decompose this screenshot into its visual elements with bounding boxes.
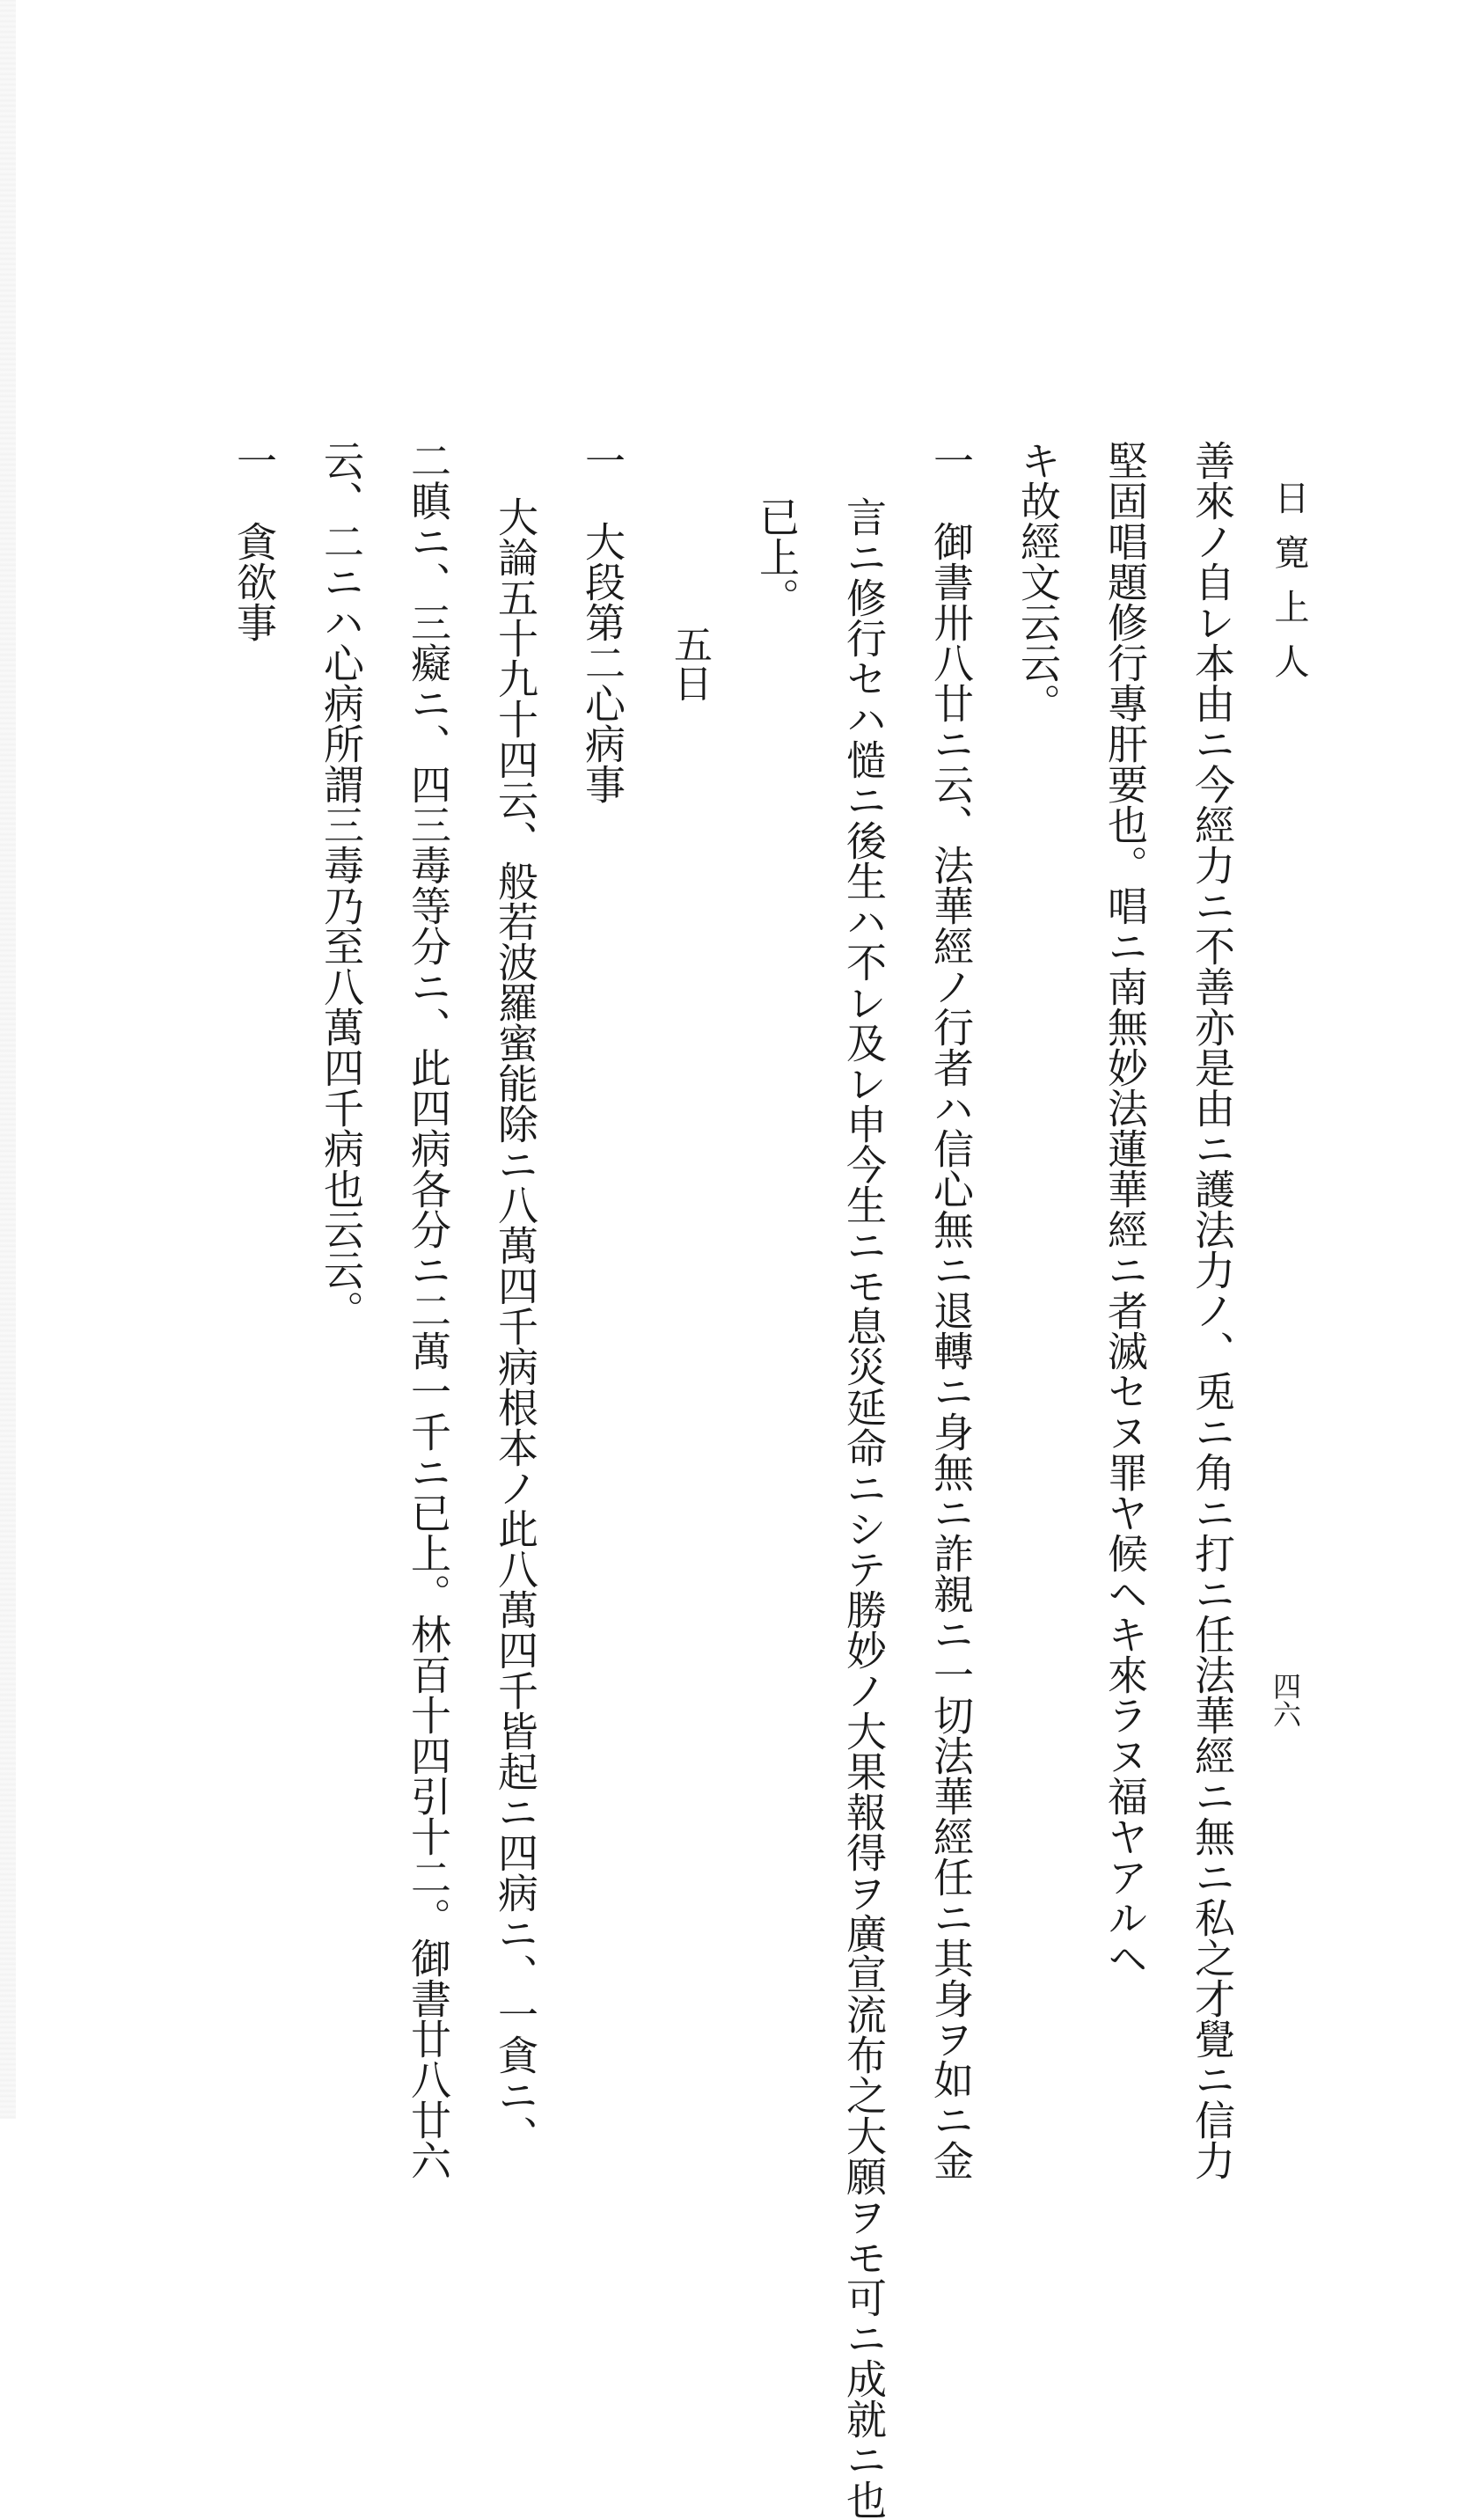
- subsection-heading: 一 貪欲事: [231, 440, 278, 642]
- text-column-2: 堅固唱題修行專肝要也。唱ニ南無妙法蓮華經ニ者滅セヌ罪ヤ候ヘキ來ラヌ福ヤアルヘ: [1101, 440, 1149, 1978]
- text-column-1: 善來ノ自レ本由ニ今經力ニ不善亦是由ニ護法力ノ、兎ニ角ニ打ニ任法華經ニ無ニ私之才覺ニ信力: [1189, 440, 1236, 2180]
- text-column-9: 大論五十九十四云、般若波羅蜜能除ニ八萬四千病根本ノ此八萬四千皆起ニ四病ニ、一貪ニ、: [492, 496, 539, 2156]
- text-column-3: キ故經文云云。: [1014, 440, 1062, 723]
- text-column-4: 一 御書卅八廿ニ云、法華經ノ行者ハ信心無ニ退轉ニ身無ニ詐親ニ一切法華經任ニ其身ヲ如ニ金: [927, 440, 975, 2180]
- page-number: 四六: [1269, 1672, 1302, 1728]
- scan-edge-shading: [0, 0, 16, 2119]
- page-body: [210, 440, 1255, 2520]
- running-title: 日寛上人: [1269, 480, 1309, 698]
- section-date-heading: 五日: [667, 625, 712, 702]
- section-heading: 一 大段第二心病事: [579, 440, 626, 804]
- text-column-6: 已上。: [753, 496, 801, 618]
- text-column-11: 云、二ニハ心病所謂三毒乃至八萬四千病也云云。: [318, 440, 365, 1330]
- text-column-10: 二瞋ニ、三癡ニ、四三毒等分ニ、此四病各分ニ二萬一千ニ已上。林百十四引十二。御書廿八廿六: [405, 440, 452, 2180]
- text-column-5: 言ニ修行セハ慥ニ後生ハ不レ及レ申今生ニモ息災延命ニシテ勝妙ノ大果報得ヲ廣宣流布之大願ヲモ可ニ成就ニ也: [840, 496, 888, 2520]
